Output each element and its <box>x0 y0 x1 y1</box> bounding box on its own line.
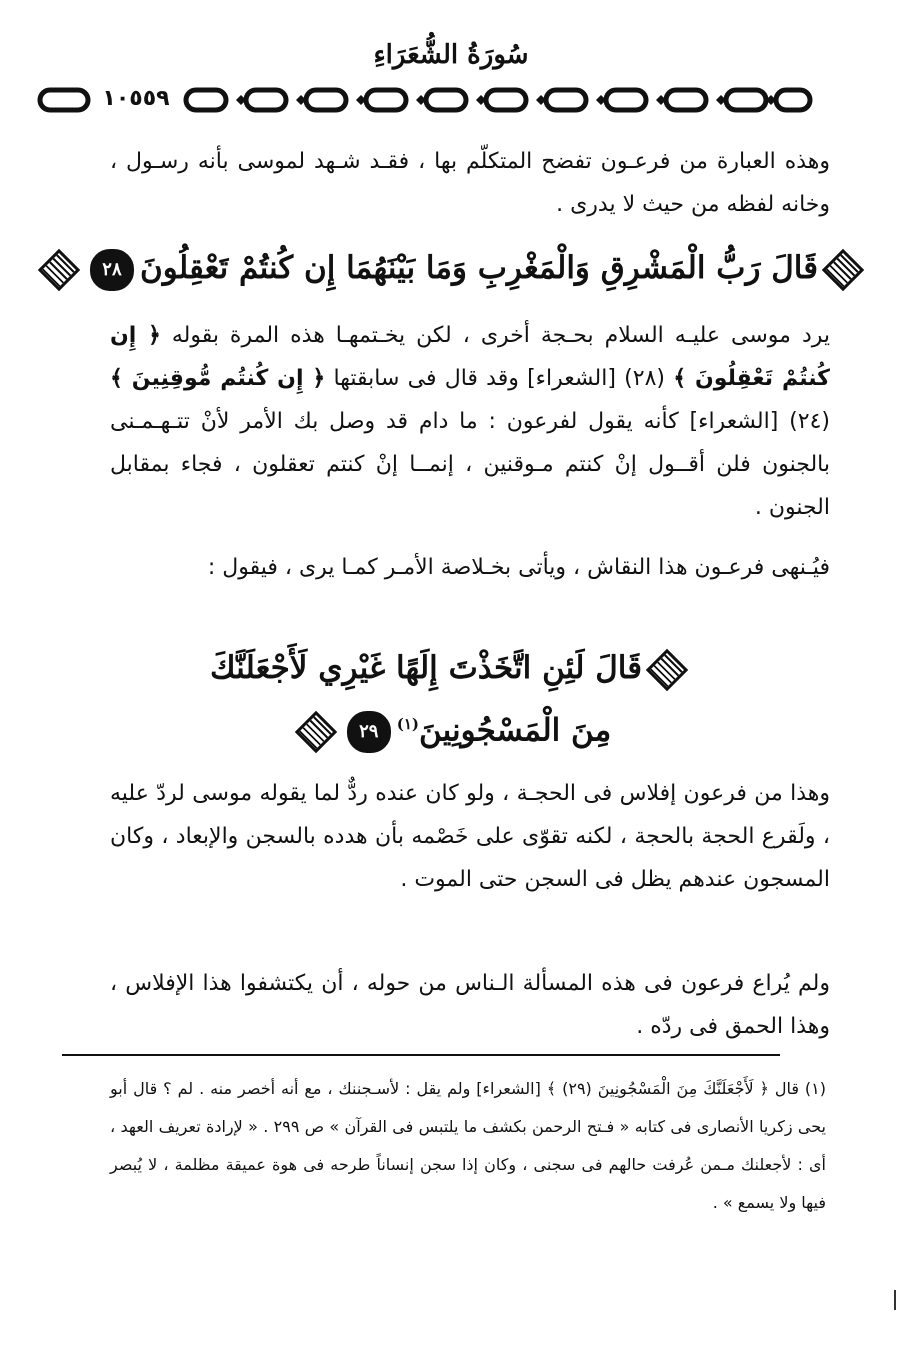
p2-middle: وقد قال فى سابقتها <box>333 366 519 391</box>
verse-28-text: قَالَ رَبُّ الْمَشْرِقِ وَالْمَغْرِبِ وَمَا بَيْنَهُمَا إِن كُنتُمْ تَعْقِلُونَ <box>139 250 819 286</box>
verse-29-line-2-text: مِنَ الْمَسْجُونِينَ <box>419 712 612 749</box>
verse-29-number: ٢٩ <box>347 711 391 753</box>
p2-verse-num-2: (٢٤) <box>789 409 830 434</box>
p2-quote-2: ﴿ إِن كُنتُم مُّوقِنِينَ ﴾ <box>110 366 326 391</box>
p2-quote-1: ﴿ إِن كُنتُمْ تَعْقِلُونَ ﴾ <box>110 323 830 391</box>
footnote-marker: (١) <box>396 715 420 733</box>
verse-open-ornament-icon <box>646 648 688 690</box>
paragraph-3: فيُـنهى فرعـون هذا النقاش ، ويأتى بخـلاصة الأمـر كمـا يرى ، فيقول : <box>207 555 830 580</box>
scan-edge-mark <box>894 1290 896 1310</box>
paragraph-1: وهذه العبارة من فرعـون تفضح المتكلّم بها ، فقـد شـهد لموسى بأنه رسـول ، وخانه لفظه من حيث لا يدرى . <box>110 149 830 217</box>
footnote-divider <box>62 1054 780 1056</box>
p2-intro: يرد موسى عليـه السلام بحـجة أخرى ، لكن يخـتمهـا هذه المرة بقوله <box>171 323 830 348</box>
verse-29-line-1-text: قَالَ لَئِنِ اتَّخَذْتَ إِلَهًا غَيْرِي لَأَجْعَلَنَّكَ <box>209 650 643 686</box>
footnote-1: (١) قال ﴿ لَأَجْعَلَنَّكَ مِنَ الْمَسْجُونِينَ (٢٩) ﴾ [الشعراء] ولم يقل : لأسـجننك ، مع أنه أخصر منه . لم ؟ قال أبو يحى زكريا الأنصارى فى كتابه « فـتح الرحمن بكشف ما يلتبس فى القرآن » ص ٢٩٩ . « لإرادة تعريف العهد ، أى : لأجعلنك مـمن عُرفت حالهم فى سجنى ، وكان إذا سجن إنساناً طرحه فى هوة عميقة مظلمة ، لا يُبصر فيها ولا يسمع » . <box>110 1079 827 1212</box>
p2-source-2: [الشعراء] <box>689 409 779 434</box>
verse-28 <box>0 240 902 296</box>
surah-title: سُورَةُ الشُّعَرَاءِ <box>373 40 529 70</box>
p2-conclusion: كأنه يقول لفرعون : ما دام قد وصل بك الأمر لأنْ تتـهـمـنى بالجنون فلن أقــول إنْ كنتم مـوقنين ، إنمــا إنْ كنتم تعقلون ، فجاء بمقابل الجنون . <box>110 409 830 520</box>
verse-close-ornament-icon <box>295 711 337 753</box>
paragraph-4: وهذا من فرعون إفلاس فى الحجـة ، ولو كان عنده ردٌّ لما يقوله موسى لردّ عليه ، ولَقرع الحجة بالحجة ، لكنه تقوّى على خَصْمه بأن هدده بالسجن والإبعاد ، وكان المسجون عندهم يظل فى السجن حتى الموت . <box>110 781 830 892</box>
p2-verse-num-1: (٢٨) <box>624 366 665 391</box>
verse-29-line-2 <box>0 696 902 758</box>
p2-source-1: [الشعراء] <box>527 366 616 391</box>
verse-open-ornament-icon <box>822 248 864 290</box>
verse-29-line-1 <box>0 640 902 696</box>
page-number: ١٠٥٥٩ <box>96 86 176 111</box>
verse-28-number: ٢٨ <box>90 249 134 291</box>
paragraph-5: ولم يُراع فرعون فى هذه المسألة الـناس من حوله ، أن يكتشفوا هذا الإفلاس ، وهذا الحمق فى ردّه . <box>110 971 830 1039</box>
paragraph-2 <box>110 314 830 529</box>
verse-29 <box>0 640 902 758</box>
verse-close-ornament-icon <box>38 248 80 290</box>
